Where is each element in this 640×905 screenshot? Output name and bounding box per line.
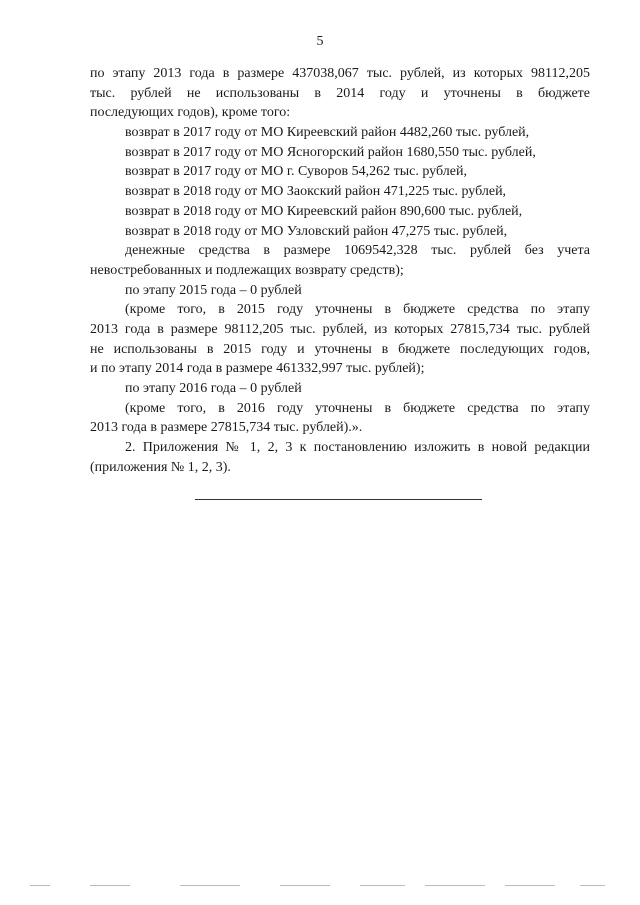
text-line: (кроме того, в 2015 году уточнены в бюджете средства по этапу	[125, 302, 590, 318]
text-line: не использованы в 2015 году и уточнены в бюджете последующих годов,	[90, 341, 590, 357]
separator-line	[195, 499, 482, 500]
text-line: по этапу 2015 года – 0 рублей	[125, 282, 302, 298]
text-line: последующих годов), кроме того:	[90, 105, 291, 121]
text-line: 2. Приложения № 1, 2, 3 к постановлению изложить в новой редакции	[125, 440, 590, 456]
text-line: возврат в 2018 году от МО Киреевский район 890,600 тыс. рублей,	[125, 203, 523, 219]
text-line: и по этапу 2014 года в размере 461332,997 тыс. рублей);	[90, 361, 425, 377]
text-line: тыс. рублей не использованы в 2014 году и уточнены в бюджете	[90, 85, 590, 101]
text-line: возврат в 2017 году от МО г. Суворов 54,262 тыс. рублей,	[125, 164, 467, 180]
text-line: по этапу 2013 года в размере 437038,067 тыс. рублей, из которых 98112,205	[90, 66, 590, 81]
text-line: денежные средства в размере 1069542,328 тыс. рублей без учета	[125, 243, 590, 259]
page-number: 5	[316, 34, 324, 49]
text-line: возврат в 2018 году от МО Узловский район 47,275 тыс. рублей,	[125, 223, 508, 239]
text-line: по этапу 2016 года – 0 рублей	[125, 381, 302, 396]
text-line: возврат в 2018 году от МО Заокский район 471,225 тыс. рублей,	[125, 184, 507, 200]
text-line: 2013 года в размере 27815,734 тыс. рублей).».	[90, 420, 363, 436]
text-line: невостребованных и подлежащих возврату средств);	[90, 262, 404, 278]
text-line: возврат в 2017 году от МО Киреевский район 4482,260 тыс. рублей,	[125, 125, 530, 141]
text-line: (приложения № 1, 2, 3).	[90, 459, 231, 475]
text-line: возврат в 2017 году от МО Ясногорский район 1680,550 тыс. рублей,	[125, 144, 536, 160]
document-body	[90, 64, 590, 477]
scan-artifacts	[30, 885, 610, 887]
text-line: (кроме того, в 2016 году уточнены в бюджете средства по этапу	[125, 400, 590, 416]
text-line: 2013 года в размере 98112,205 тыс. рублей, из которых 27815,734 тыс. рублей	[90, 321, 590, 337]
